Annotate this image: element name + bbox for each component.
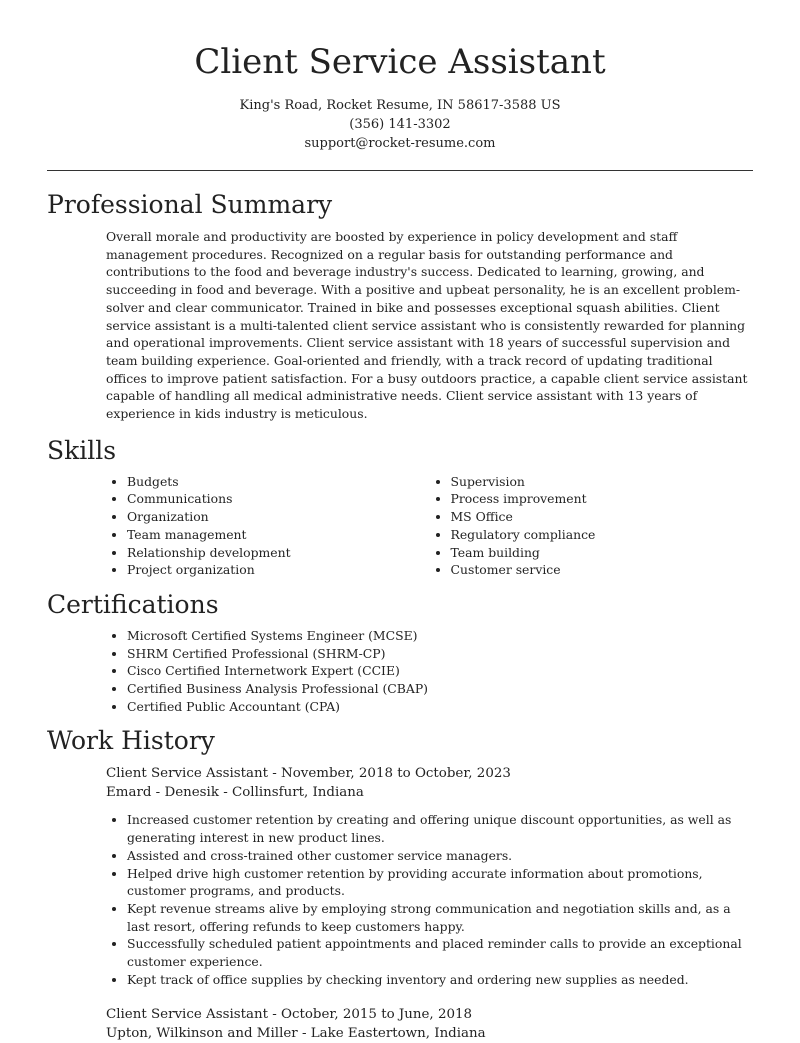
resume-page [47,0,753,1043]
job-bullet: • Successfully scheduled patient appointments and placed reminder calls to provide an exceptional customer experience. [127,935,753,970]
contact-address: King's Road, Rocket Resume, IN 58617-3588 US [239,98,561,113]
job-title-line: Client Service Assistant - October, 2015 to June, 2018 [106,1006,473,1022]
skills-heading: Skills [47,435,117,465]
job-company-line: Upton, Wilkinson and Miller - Lake Eastertown, Indiana [106,1025,486,1041]
summary-heading: Professional Summary [47,190,333,219]
skill-item: • Relationship development [127,544,430,562]
candidate-name: Client Service Assistant [194,42,606,82]
contact-phone: (356) 141-3302 [349,117,451,132]
summary-text: Overall morale and productivity are boosted by experience in policy development and staff management procedures. Recognized on a regular basis for outstanding performance and contributions to the food and beverage industry's success. Dedicated to learning, growing, and succeeding in food and beverage. With a positive and upbeat personality, he is an excellent problem-solver and clear communicator. Trained in bike and possesses exceptional squash abilities. Client service assistant is a multi-talented client service assistant who is consistently rewarded for planning and operational improvements. Client service assistant with 18 years of successful supervision and team building experience. Goal-oriented and friendly, with a track record of updating traditional offices to improve patient satisfaction. For a busy outdoors practice, a capable client service assistant capable of handling all medical administrative needs. Client service assistant with 13 years of experience in kids industry is meticulous. [106,229,748,422]
job-bullet: • Helped drive high customer retention by providing accurate information about promotions, customer programs, and products. [127,865,753,900]
skills-list [106,473,753,579]
skill-item: • Team building [451,544,754,562]
job-bullet: • Kept revenue streams alive by employing strong communication and negotiation skills and, as a last resort, offering refunds to keep customers happy. [127,900,753,935]
skill-item: • Organization [127,508,430,526]
certification-item: • SHRM Certified Professional (SHRM-CP) [127,645,753,663]
job-entry [106,1005,753,1043]
header-divider [47,170,753,171]
job-entry [106,764,753,988]
job-title-line: Client Service Assistant - November, 2018 to October, 2023 [106,766,511,782]
skill-item: • MS Office [451,508,754,526]
skill-item: • Project organization [127,561,430,579]
certifications-list [106,627,753,716]
certification-item: • Cisco Certified Internetwork Expert (CCIE) [127,662,753,680]
skill-item: • Customer service [451,561,754,579]
job-bullets [106,811,753,988]
skills-column-right [430,473,754,579]
skill-item: • Supervision [451,473,754,491]
skill-item: • Regulatory compliance [451,526,754,544]
job-bullet: • Kept track of office supplies by checking inventory and ordering new supplies as needed. [127,971,753,989]
certification-item: • Certified Business Analysis Professional (CBAP) [127,680,753,698]
certification-item: • Certified Public Accountant (CPA) [127,698,753,716]
skill-item: • Budgets [127,473,430,491]
skill-item: • Process improvement [451,490,754,508]
contact-email: support@rocket-resume.com [304,136,496,151]
work-history-heading: Work History [47,726,215,756]
job-bullet: • Increased customer retention by creating and offering unique discount opportunities, as well as generating interest in new product lines. [127,811,753,846]
certification-item: • Microsoft Certified Systems Engineer (MCSE) [127,627,753,645]
skills-column-left [106,473,430,579]
job-company-line: Emard - Denesik - Collinsfurt, Indiana [106,785,364,801]
skill-item: • Team management [127,526,430,544]
certifications-heading: Certifications [47,589,219,619]
contact-block [47,96,753,153]
job-bullet: • Assisted and cross-trained other customer service managers. [127,847,753,865]
skill-item: • Communications [127,490,430,508]
